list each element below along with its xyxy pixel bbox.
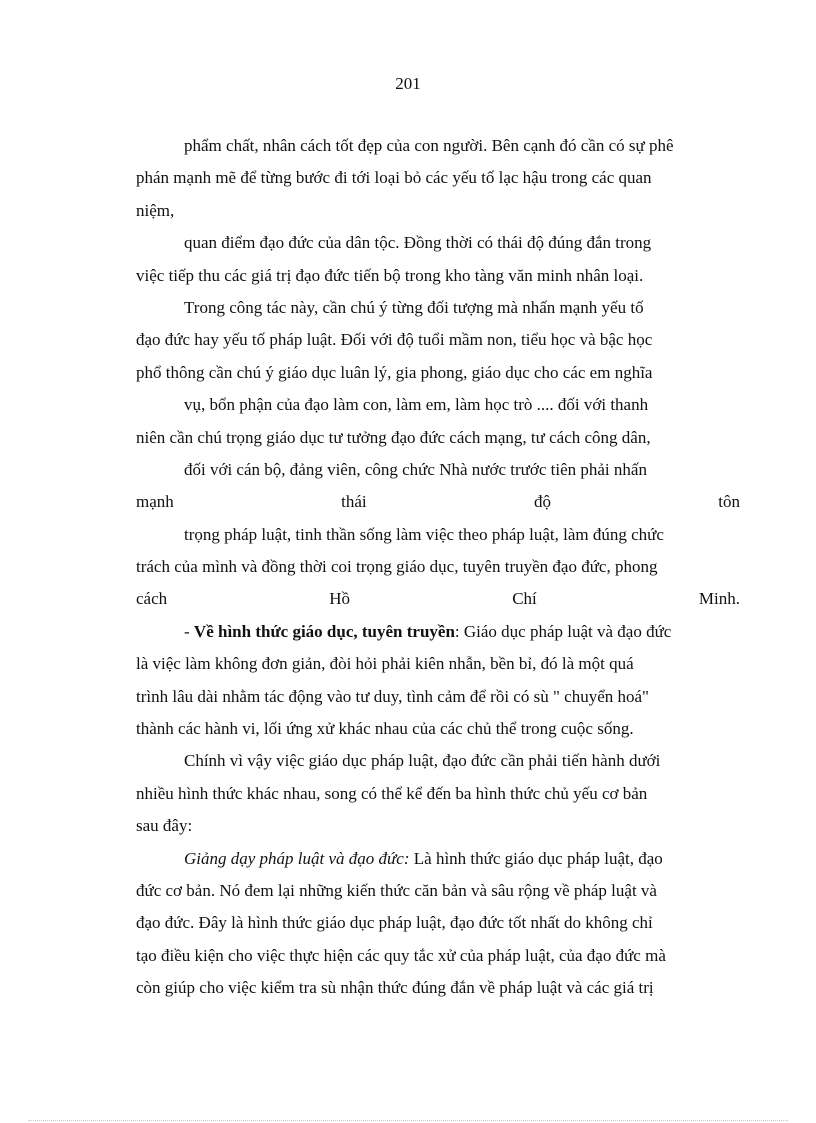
text-line-6: Trong công tác này, cần chú ý từng đối tượng mà nhấn mạnh yếu tố (184, 297, 644, 317)
text-line-22: sau đây: (136, 816, 193, 836)
text-line-18: trình lâu dài nhằm tác động vào tư duy, tình cảm để rồi có sù " chuyển hoá" (136, 686, 649, 706)
text-line-4: quan điểm đạo đức của dân tộc. Đồng thời có thái độ đúng đắn trong (184, 233, 652, 253)
text-line-5: việc tiếp thu các giá trị đạo đức tiến bộ trong kho tàng văn minh nhân loại. (136, 265, 644, 285)
text-line-21: nhiều hình thức khác nhau, song có thể kể đến ba hình thức chủ yếu cơ bản (136, 783, 648, 803)
text-line-14: trách của mình và đồng thời coi trọng giáo dục, tuyên truyền đạo đức, phong (136, 557, 658, 577)
text-line-9: vụ, bổn phận của đạo làm con, làm em, làm học trò .... đối với thanh (184, 395, 649, 415)
justified-word: Minh. (698, 589, 740, 609)
justified-word: độ (533, 492, 551, 512)
text-line-25: đạo đức. Đây là hình thức giáo dục pháp luật, đạo đức tốt nhất do không chỉ (136, 913, 653, 933)
text-line-7: đạo đức hay yếu tố pháp luật. Đối với độ tuổi mầm non, tiểu học và bậc học (136, 330, 653, 350)
text-line-24: đức cơ bản. Nó đem lại những kiến thức căn bản và sâu rộng về pháp luật và (136, 880, 657, 900)
page-number: 201 (395, 74, 421, 93)
text-line-8: phổ thông cần chú ý giáo dục luân lý, gia phong, giáo dục cho các em nghĩa (136, 362, 653, 382)
line-continuation: : Giáo dục pháp luật và đạo đức (454, 621, 672, 641)
page-bottom-divider (28, 1120, 788, 1121)
text-line-2: phán mạnh mẽ để từng bước đi tới loại bỏ các yếu tố lạc hậu trong các quan (136, 168, 652, 188)
text-line-17: là việc làm không đơn giản, đòi hỏi phải kiên nhẫn, bền bỉ, đó là một quá (136, 654, 634, 674)
justified-word: Hồ (329, 589, 351, 609)
italic-term: Giảng dạy pháp luật và đạo đức: (184, 848, 410, 868)
justified-word: thái (341, 492, 367, 512)
body-text (136, 130, 740, 1005)
text-line-13: trọng pháp luật, tinh thần sống làm việc theo pháp luật, làm đúng chức (184, 524, 664, 544)
line-continuation: Là hình thức giáo dục pháp luật, đạo (409, 848, 663, 868)
justified-word: mạnh (136, 492, 174, 512)
text-line-23 (136, 843, 740, 875)
text-line-26: tạo điều kiện cho việc thực hiện các quy tắc xử của pháp luật, của đạo đức mà (136, 945, 666, 965)
justified-word: cách (136, 589, 168, 609)
text-line-19: thành các hành vi, lối ứng xử khác nhau của các chủ thể trong cuộc sống. (136, 719, 634, 739)
section-heading-bold: Về hình thức giáo dục, tuyên truyền (193, 621, 455, 641)
text-line-20: Chính vì vậy việc giáo dục pháp luật, đạo đức cần phải tiến hành dưới (184, 751, 661, 771)
justified-word: Chí (512, 589, 537, 609)
text-line-1: phẩm chất, nhân cách tốt đẹp của con người. Bên cạnh đó cần có sự phê (184, 136, 674, 155)
text-line-12 (136, 486, 740, 518)
text-line-27: còn giúp cho việc kiểm tra sù nhận thức đúng đắn về pháp luật và các giá trị (136, 978, 654, 998)
justified-word: tôn (718, 492, 740, 512)
text-line-11: đối với cán bộ, đảng viên, công chức Nhà nước trước tiên phải nhấn (184, 459, 647, 479)
text-line-15 (136, 583, 740, 615)
list-dash: - (184, 621, 194, 641)
text-line-3: niệm, (136, 200, 175, 220)
text-line-10: niên cần chú trọng giáo dục tư tưởng đạo đức cách mạng, tư cách công dân, (136, 427, 651, 447)
text-line-16 (136, 616, 740, 648)
